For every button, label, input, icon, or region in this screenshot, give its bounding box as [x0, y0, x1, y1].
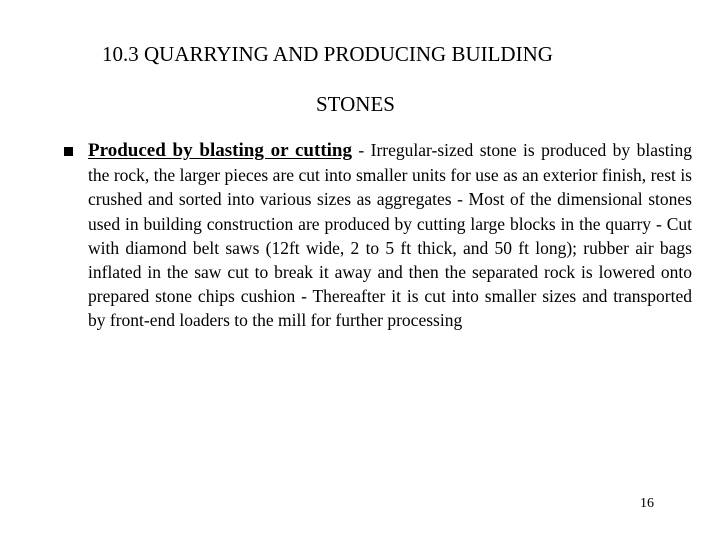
bullet-heading: Produced by blasting or cutting	[88, 140, 352, 161]
slide-title-line-2: STONES	[316, 92, 395, 116]
slide-title-line-1: 10.3 QUARRYING AND PRODUCING BUILDING	[102, 42, 553, 66]
bullet-paragraph	[88, 138, 692, 333]
bullet-text: - Irregular-sized stone is produced by blasting the rock, the larger pieces are cut into smaller units for use as an exterior finish, rest is crushed and sorted into various sizes as aggregates - Most of the dimensional stones used in building construction are produced by cutting large blocks in the quarry - Cut with diamond belt saws (12ft wide, 2 to 5 ft thick, and 50 ft long); rubber air bags inflated in the saw cut to break it away and then the separated rock is lowered onto prepared stone chips cushion - Thereafter it is cut into smaller sizes and transported by front-end loaders to the mill for further processing	[88, 140, 693, 331]
page-number: 16	[640, 496, 654, 511]
square-bullet-icon	[64, 147, 73, 156]
